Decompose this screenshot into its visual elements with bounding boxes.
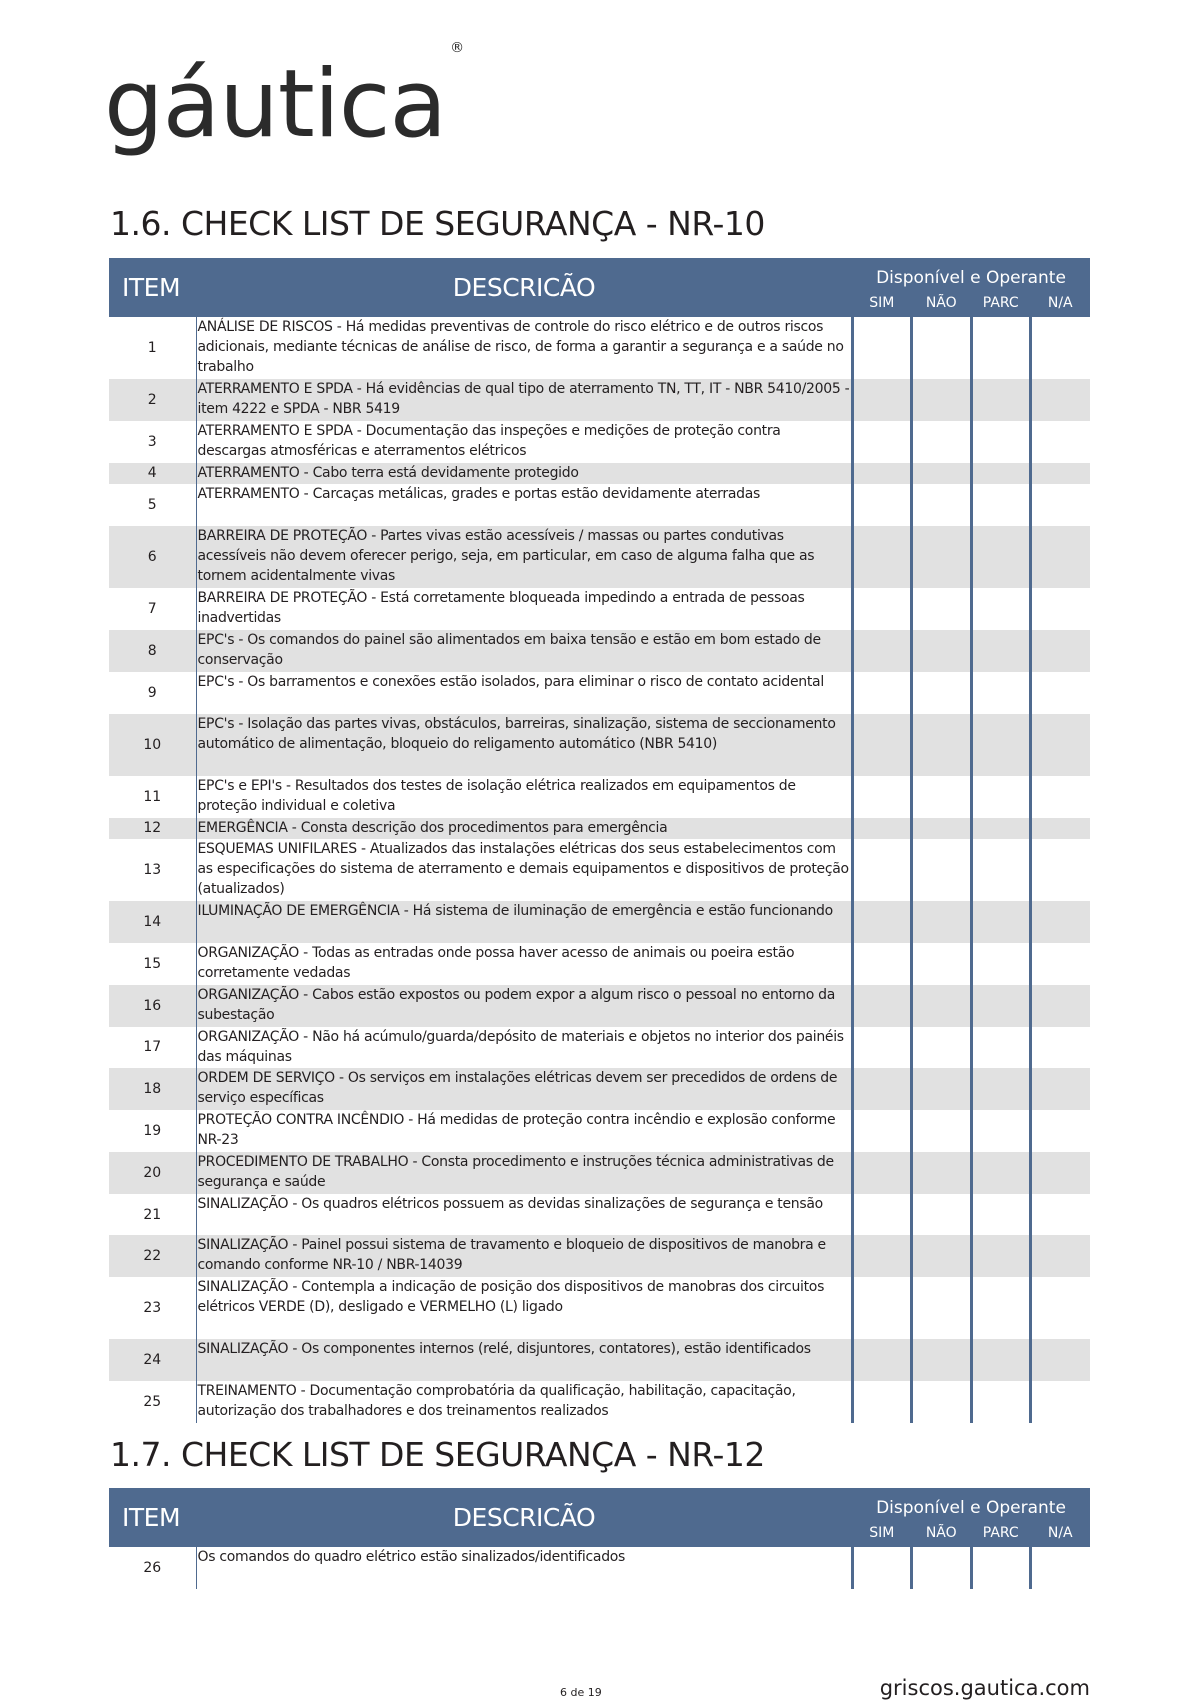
item-description: SINALIZAÇÃO - Os quadros elétricos possuem as devidas sinalizações de segurança e tensão (196, 1194, 852, 1236)
item-number: 5 (109, 484, 196, 526)
table-row (109, 714, 1090, 776)
table-row (109, 484, 1090, 526)
item-number: 10 (109, 714, 196, 776)
table-row (109, 1339, 1090, 1381)
check-cell-nao[interactable] (912, 672, 972, 714)
table-row (109, 943, 1090, 985)
table-row (109, 1068, 1090, 1110)
check-cell-na[interactable] (1031, 379, 1091, 421)
item-description: ORDEM DE SERVIÇO - Os serviços em instalações elétricas devem ser precedidos de ordens de serviço específicas (196, 1068, 852, 1110)
table-row (109, 317, 1090, 379)
item-description: SINALIZAÇÃO - Os componentes internos (relé, disjuntores, contatores), estão identificados (196, 1339, 852, 1381)
check-cell-sim[interactable] (852, 630, 912, 672)
check-cell-sim[interactable] (852, 421, 912, 463)
item-number: 17 (109, 1027, 196, 1069)
item-number: 16 (109, 985, 196, 1027)
check-cell-na[interactable] (1031, 985, 1091, 1027)
item-number: 11 (109, 776, 196, 818)
table-row (109, 630, 1090, 672)
table-row (109, 1110, 1090, 1152)
table-row (109, 901, 1090, 943)
table-row (109, 463, 1090, 484)
check-cell-sim[interactable] (852, 1235, 912, 1277)
item-number: 9 (109, 672, 196, 714)
check-cell-parc[interactable] (971, 943, 1031, 985)
check-cell-na[interactable] (1031, 421, 1091, 463)
check-cell-na[interactable] (1031, 1194, 1091, 1236)
check-cell-parc[interactable] (971, 1110, 1031, 1152)
checklist-table-nr12 (109, 1488, 1090, 1589)
check-cell-nao[interactable] (912, 588, 972, 630)
check-cell-parc[interactable] (971, 1068, 1031, 1110)
check-cell-na[interactable] (1031, 714, 1091, 776)
check-cell-sim[interactable] (852, 1547, 912, 1589)
check-cell-sim[interactable] (852, 463, 912, 484)
check-cell-parc[interactable] (971, 463, 1031, 484)
item-description: ORGANIZAÇÃO - Cabos estão expostos ou podem expor a algum risco o pessoal no entorno da subestação (196, 985, 852, 1027)
check-cell-sim[interactable] (852, 1339, 912, 1381)
check-cell-sim[interactable] (852, 818, 912, 839)
check-cell-sim[interactable] (852, 1381, 912, 1423)
check-cell-parc[interactable] (971, 985, 1031, 1027)
check-cell-sim[interactable] (852, 839, 912, 901)
table-row (109, 1277, 1090, 1339)
check-cell-na[interactable] (1031, 1235, 1091, 1277)
check-cell-na[interactable] (1031, 1381, 1091, 1423)
header-sim: SIM (852, 289, 912, 317)
section-title-nr10: 1.6. CHECK LIST DE SEGURANÇA - NR-10 (110, 204, 765, 243)
item-description: TREINAMENTO - Documentação comprobatória da qualificação, habilitação, capacitação, autorização dos trabalhadores e dos treinamentos realizados (196, 1381, 852, 1423)
item-number: 24 (109, 1339, 196, 1381)
item-description: PROCEDIMENTO DE TRABALHO - Consta procedimento e instruções técnica administrativas de segurança e saúde (196, 1152, 852, 1194)
item-description: ATERRAMENTO E SPDA - Há evidências de qual tipo de aterramento TN, TT, IT - NBR 5410/2005 - item 4222 e SPDA - NBR 5419 (196, 379, 852, 421)
check-cell-nao[interactable] (912, 1194, 972, 1236)
check-cell-parc[interactable] (971, 526, 1031, 588)
table-row (109, 839, 1090, 901)
check-cell-na[interactable] (1031, 1110, 1091, 1152)
section-title-nr12: 1.7. CHECK LIST DE SEGURANÇA - NR-12 (110, 1435, 765, 1474)
check-cell-sim[interactable] (852, 1194, 912, 1236)
item-description: ATERRAMENTO - Carcaças metálicas, grades e portas estão devidamente aterradas (196, 484, 852, 526)
check-cell-nao[interactable] (912, 1277, 972, 1339)
header-na: N/A (1031, 289, 1091, 317)
check-cell-parc[interactable] (971, 1194, 1031, 1236)
table-row (109, 818, 1090, 839)
item-description: SINALIZAÇÃO - Painel possui sistema de travamento e bloqueio de dispositivos de manobra e comando conforme NR-10 / NBR-14039 (196, 1235, 852, 1277)
check-cell-parc[interactable] (971, 1152, 1031, 1194)
check-cell-na[interactable] (1031, 630, 1091, 672)
check-cell-na[interactable] (1031, 526, 1091, 588)
table-row (109, 985, 1090, 1027)
item-description: ESQUEMAS UNIFILARES - Atualizados das instalações elétricas dos seus estabelecimentos com as especificações do sistema de aterramento e demais equipamentos e dispositivos de proteção (atualizados) (196, 839, 852, 901)
table-row (109, 1547, 1090, 1589)
check-cell-sim[interactable] (852, 714, 912, 776)
check-cell-nao[interactable] (912, 985, 972, 1027)
item-description: EMERGÊNCIA - Consta descrição dos procedimentos para emergência (196, 818, 852, 839)
table-row (109, 1152, 1090, 1194)
item-description: EPC's e EPI's - Resultados dos testes de isolação elétrica realizados em equipamentos de proteção individual e coletiva (196, 776, 852, 818)
check-cell-na[interactable] (1031, 818, 1091, 839)
check-cell-sim[interactable] (852, 1068, 912, 1110)
header-parc: PARC (971, 289, 1031, 317)
check-cell-na[interactable] (1031, 1277, 1091, 1339)
check-cell-sim[interactable] (852, 588, 912, 630)
check-cell-parc[interactable] (971, 839, 1031, 901)
table-row (109, 379, 1090, 421)
check-cell-parc[interactable] (971, 379, 1031, 421)
item-number: 2 (109, 379, 196, 421)
check-cell-nao[interactable] (912, 1339, 972, 1381)
check-cell-parc[interactable] (971, 901, 1031, 943)
header-disponivel-operante: Disponível e Operante (852, 258, 1090, 289)
check-cell-nao[interactable] (912, 776, 972, 818)
check-cell-na[interactable] (1031, 317, 1091, 379)
item-description: ANÁLISE DE RISCOS - Há medidas preventivas de controle do risco elétrico e de outros riscos adicionais, mediante técnicas de análise de risco, de forma a garantir a segurança e a saúde no trabalho (196, 317, 852, 379)
check-cell-parc[interactable] (971, 317, 1031, 379)
check-cell-parc[interactable] (971, 1339, 1031, 1381)
item-description: ORGANIZAÇÃO - Todas as entradas onde possa haver acesso de animais ou poeira estão corretamente vedadas (196, 943, 852, 985)
item-number: 4 (109, 463, 196, 484)
check-cell-na[interactable] (1031, 1152, 1091, 1194)
check-cell-na[interactable] (1031, 839, 1091, 901)
check-cell-nao[interactable] (912, 818, 972, 839)
item-number: 21 (109, 1194, 196, 1236)
table-row (109, 526, 1090, 588)
item-description: Os comandos do quadro elétrico estão sinalizados/identificados (196, 1547, 852, 1589)
header-nao: NÃO (912, 1519, 972, 1547)
item-description: BARREIRA DE PROTEÇÃO - Partes vivas estão acessíveis / massas ou partes condutivas acessíveis não devem oferecer perigo, seja, em particular, em caso de alguma falha que as tornem acidentalmente vivas (196, 526, 852, 588)
check-cell-parc[interactable] (971, 1547, 1031, 1589)
table-row (109, 588, 1090, 630)
item-number: 8 (109, 630, 196, 672)
header-parc: PARC (971, 1519, 1031, 1547)
check-cell-sim[interactable] (852, 1152, 912, 1194)
check-cell-parc[interactable] (971, 1235, 1031, 1277)
check-cell-na[interactable] (1031, 776, 1091, 818)
check-cell-nao[interactable] (912, 1381, 972, 1423)
item-number: 19 (109, 1110, 196, 1152)
item-number: 18 (109, 1068, 196, 1110)
site-url: griscos.gautica.com (879, 1676, 1090, 1700)
item-description: EPC's - Os comandos do painel são alimentados em baixa tensão e estão em bom estado de conservação (196, 630, 852, 672)
table-row (109, 672, 1090, 714)
item-description: ORGANIZAÇÃO - Não há acúmulo/guarda/depósito de materiais e objetos no interior dos painéis das máquinas (196, 1027, 852, 1069)
check-cell-sim[interactable] (852, 484, 912, 526)
header-descricao: DESCRICÃO (196, 258, 852, 317)
item-number: 7 (109, 588, 196, 630)
item-number: 22 (109, 1235, 196, 1277)
item-number: 12 (109, 818, 196, 839)
check-cell-na[interactable] (1031, 463, 1091, 484)
item-number: 13 (109, 839, 196, 901)
check-cell-parc[interactable] (971, 776, 1031, 818)
check-cell-nao[interactable] (912, 943, 972, 985)
item-number: 3 (109, 421, 196, 463)
item-description: SINALIZAÇÃO - Contempla a indicação de posição dos dispositivos de manobras dos circuitos elétricos VERDE (D), desligado e VERMELHO (L) ligado (196, 1277, 852, 1339)
item-description: EPC's - Os barramentos e conexões estão isolados, para eliminar o risco de contato acidental (196, 672, 852, 714)
checklist-table-nr10 (109, 258, 1090, 1423)
item-description: EPC's - Isolação das partes vivas, obstáculos, barreiras, sinalização, sistema de seccionamento automático de alimentação, bloqueio do religamento automático (NBR 5410) (196, 714, 852, 776)
item-number: 20 (109, 1152, 196, 1194)
item-number: 14 (109, 901, 196, 943)
item-number: 23 (109, 1277, 196, 1339)
check-cell-parc[interactable] (971, 672, 1031, 714)
check-cell-nao[interactable] (912, 484, 972, 526)
item-number: 15 (109, 943, 196, 985)
check-cell-sim[interactable] (852, 985, 912, 1027)
header-sim: SIM (852, 1519, 912, 1547)
item-description: ATERRAMENTO E SPDA - Documentação das inspeções e medições de proteção contra descargas atmosféricas e aterramentos elétricos (196, 421, 852, 463)
check-cell-sim[interactable] (852, 379, 912, 421)
item-number: 1 (109, 317, 196, 379)
header-item: ITEM (109, 258, 196, 317)
item-description: BARREIRA DE PROTEÇÃO - Está corretamente bloqueada impedindo a entrada de pessoas inadvertidas (196, 588, 852, 630)
header-descricao: DESCRICÃO (196, 1488, 852, 1547)
item-description: ATERRAMENTO - Cabo terra está devidamente protegido (196, 463, 852, 484)
check-cell-nao[interactable] (912, 630, 972, 672)
header-item: ITEM (109, 1488, 196, 1547)
check-cell-nao[interactable] (912, 1110, 972, 1152)
table-row (109, 1194, 1090, 1236)
item-description: ILUMINAÇÃO DE EMERGÊNCIA - Há sistema de iluminação de emergência e estão funcionando (196, 901, 852, 943)
check-cell-nao[interactable] (912, 317, 972, 379)
table-row (109, 1235, 1090, 1277)
check-cell-sim[interactable] (852, 943, 912, 985)
header-na: N/A (1031, 1519, 1091, 1547)
check-cell-sim[interactable] (852, 1277, 912, 1339)
check-cell-nao[interactable] (912, 1027, 972, 1069)
check-cell-na[interactable] (1031, 672, 1091, 714)
check-cell-parc[interactable] (971, 1277, 1031, 1339)
check-cell-nao[interactable] (912, 463, 972, 484)
check-cell-nao[interactable] (912, 839, 972, 901)
check-cell-nao[interactable] (912, 1068, 972, 1110)
check-cell-parc[interactable] (971, 714, 1031, 776)
check-cell-na[interactable] (1031, 1068, 1091, 1110)
header-disponivel-operante: Disponível e Operante (852, 1488, 1090, 1519)
item-description: PROTEÇÃO CONTRA INCÊNDIO - Há medidas de proteção contra incêndio e explosão conforme NR-23 (196, 1110, 852, 1152)
check-cell-na[interactable] (1031, 1027, 1091, 1069)
table-row (109, 421, 1090, 463)
check-cell-sim[interactable] (852, 901, 912, 943)
check-cell-sim[interactable] (852, 776, 912, 818)
check-cell-nao[interactable] (912, 901, 972, 943)
item-number: 25 (109, 1381, 196, 1423)
check-cell-nao[interactable] (912, 714, 972, 776)
item-number: 26 (109, 1547, 196, 1589)
gautica-logo: gáutica® (104, 39, 464, 159)
check-cell-na[interactable] (1031, 484, 1091, 526)
table-row (109, 1381, 1090, 1423)
check-cell-nao[interactable] (912, 1547, 972, 1589)
check-cell-sim[interactable] (852, 672, 912, 714)
check-cell-na[interactable] (1031, 943, 1091, 985)
check-cell-nao[interactable] (912, 379, 972, 421)
check-cell-parc[interactable] (971, 484, 1031, 526)
check-cell-parc[interactable] (971, 588, 1031, 630)
check-cell-nao[interactable] (912, 421, 972, 463)
check-cell-sim[interactable] (852, 317, 912, 379)
check-cell-parc[interactable] (971, 1381, 1031, 1423)
page-number: 6 de 19 (560, 1686, 602, 1699)
check-cell-sim[interactable] (852, 1027, 912, 1069)
table-row (109, 776, 1090, 818)
check-cell-na[interactable] (1031, 901, 1091, 943)
check-cell-parc[interactable] (971, 1027, 1031, 1069)
item-number: 6 (109, 526, 196, 588)
check-cell-parc[interactable] (971, 421, 1031, 463)
table-row (109, 1027, 1090, 1069)
check-cell-na[interactable] (1031, 1339, 1091, 1381)
check-cell-sim[interactable] (852, 1110, 912, 1152)
check-cell-nao[interactable] (912, 1235, 972, 1277)
header-nao: NÃO (912, 289, 972, 317)
check-cell-nao[interactable] (912, 526, 972, 588)
check-cell-parc[interactable] (971, 630, 1031, 672)
check-cell-parc[interactable] (971, 818, 1031, 839)
check-cell-na[interactable] (1031, 588, 1091, 630)
check-cell-na[interactable] (1031, 1547, 1091, 1589)
check-cell-sim[interactable] (852, 526, 912, 588)
check-cell-nao[interactable] (912, 1152, 972, 1194)
